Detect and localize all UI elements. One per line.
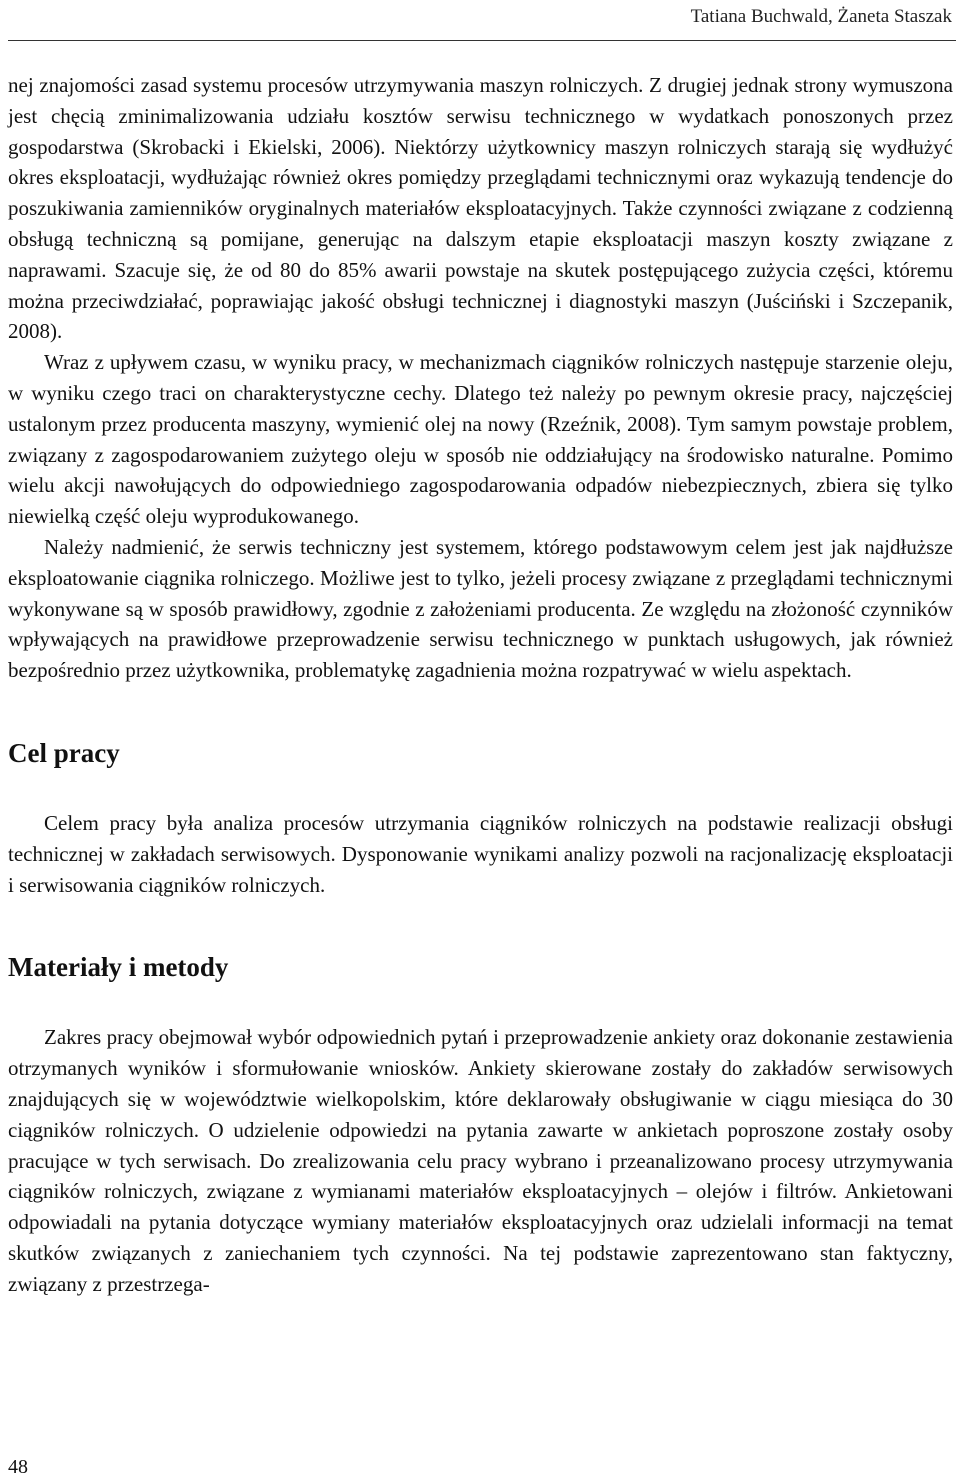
body-paragraph-oil-aging: Wraz z upływem czasu, w wyniku pracy, w mechanizmach ciągników rolniczych następuje starzenie oleju, w wyniku czego traci on charakterystyczne cechy. Dlatego też należy po pewnym okresie pracy, najczęściej ustalonym przez producenta maszyny, wymienić olej na nowy (Rzeźnik, 2008). Tym samym powstaje problem, związany z zagospodarowaniem zużytego oleju w sposób nie oddziałujący na środowisko naturalne. Pomimo wielu akcji nawołujących do odpowiedniego zagospodarowania odpadów niebezpiecznych, zbiera się tylko niewielką część oleju wyprodukowanego.: [8, 350, 953, 529]
section-body-aim: Celem pracy była analiza procesów utrzymania ciągników rolniczych na podstawie realizacji obsługi technicznej w zakładach serwisowych. Dysponowanie wynikami analizy pozwoli na racjonalizację eksploatacji i serwisowania ciągników rolniczych.: [8, 810, 953, 897]
header-divider: [8, 40, 956, 41]
article-body: [8, 70, 953, 1300]
page-number: 48: [8, 1456, 28, 1478]
section-heading-methods: Materiały i metody: [8, 952, 229, 983]
running-header-authors: Tatiana Buchwald, Żaneta Staszak: [690, 6, 952, 27]
body-paragraph-service-system: Należy nadmienić, że serwis techniczny jest systemem, którego podstawowym celem jest jak najdłuższe eksploatowanie ciągnika rolniczego. Możliwe jest to tylko, jeżeli procesy związane z przeglądami technicznymi wykonywane są w sposób prawidłowy, zgodnie z założeniami producenta. Ze względu na złożoność czynników wpływających na prawidłowe przeprowadzenie serwisu technicznego w punktach usługowych, jak również bezpośrednio przez użytkownika, problematykę zagadnienia można rozpatrywać w wielu aspektach.: [8, 534, 953, 683]
section-body-methods: Zakres pracy obejmował wybór odpowiednich pytań i przeprowadzenie ankiety oraz dokonanie zestawienia otrzymanych wyników i sformułowanie wniosków. Ankiety skierowane zostały do zakładów serwisowych znajdujących się w województwie wielkopolskim, które deklarowały obsługiwanie w ciągu miesiąca do 30 ciągników rolniczych. O udzielenie odpowiedzi na pytania zawarte w ankietach poproszone zostały osoby pracujące w tych serwisach. Do zrealizowania celu pracy wybrano i przeanalizowano procesy utrzymywania ciągników rolniczych, związane z wymianami materiałów eksploatacyjnych – olejów i filtrów. Ankietowani odpowiadali na pytania dotyczące wymiany materiałów eksploatacyjnych oraz udzielali informacji na temat skutków związanych z zaniechaniem tych czynności. Na tej podstawie zaprezentowano stan faktyczny, związany z przestrzega-: [8, 1025, 953, 1296]
body-paragraph-continued: nej znajomości zasad systemu procesów utrzymywania maszyn rolniczych. Z drugiej jednak strony wymuszona jest chęcią zminimalizowania udziału kosztów serwisu technicznego w wydatkach ponoszonych przez gospodarstwa (Skrobacki i Ekielski, 2006). Niektórzy użytkownicy maszyn rolniczych starają się wydłużyć okres eksploatacji, wydłużając również okres pomiędzy przeglądami technicznymi oraz wykazują tendencje do poszukiwania zamienników oryginalnych materiałów eksploatacyjnych. Także czynności związane z codzienną obsługą techniczną są pomijane, generując na dalszym etapie eksploatacji maszyn koszty związane z naprawami. Szacuje się, że od 80 do 85% awarii powstaje na skutek postępującego zużycia części, któremu można przeciwdziałać, poprawiając jakość obsługi technicznej i diagnostyki maszyn (Juściński i Szczepanik, 2008).: [8, 73, 953, 344]
section-heading-aim: Cel pracy: [8, 737, 120, 768]
